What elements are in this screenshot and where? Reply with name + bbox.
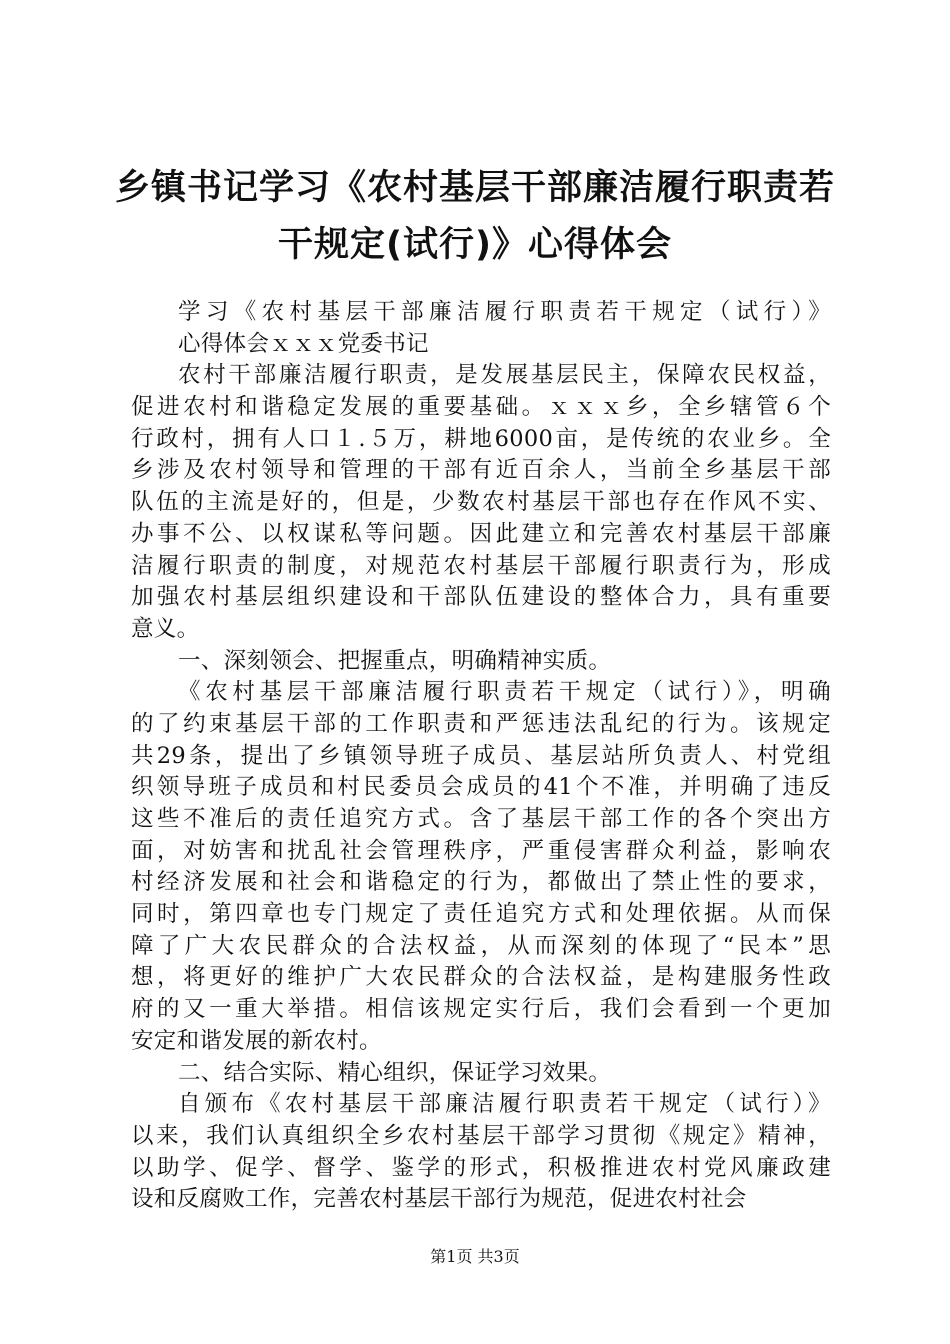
text-line: 以来，我们认真组织全乡农村基层干部学习贯彻《规定》精神，: [131, 1122, 831, 1149]
text-line: 队伍的主流是好的，但是，少数农村基层干部也存在作风不实、: [131, 489, 831, 516]
text-line: 《农村基层干部廉洁履行职责若干规定（试行）》，明确: [178, 679, 831, 706]
text-line: 这些不准后的责任追究方式。含了基层干部工作的各个突出方: [131, 806, 831, 832]
text-line: 行政村，拥有人口１.５万，耕地6000亩，是传统的农业乡。全: [131, 425, 831, 452]
text-line: 的了约束基层干部的工作职责和严惩违法乱纪的行为。该规定: [131, 710, 831, 737]
paragraph: [131, 1058, 831, 1090]
page-footer: 第1页 共3页: [430, 1247, 520, 1266]
text-line: 办事不公、以权谋私等问题。因此建立和完善农村基层干部廉: [131, 520, 831, 547]
text-line: 村经济发展和社会和谐稳定的行为，都做出了禁止性的要求，: [131, 869, 831, 896]
text-line: 洁履行职责的制度，对规范农村基层干部履行职责行为，形成: [131, 552, 831, 579]
text-line: 乡涉及农村领导和管理的干部有近百余人，当前全乡基层干部: [131, 457, 831, 484]
text-line: 障了广大农民群众的合法权益，从而深刻的体现了“民本”思: [131, 932, 831, 959]
paragraph: [131, 1089, 831, 1216]
title-line-1: 乡镇书记学习《农村基层干部廉洁履行职责若: [114, 168, 835, 208]
text-line: 一、深刻领会、把握重点，明确精神实质。: [178, 647, 612, 674]
paragraph: [131, 360, 831, 645]
text-line: 学习《农村基层干部廉洁履行职责若干规定（试行）》: [178, 299, 831, 325]
paragraph: [131, 646, 831, 678]
text-line: 二、结合实际、精心组织，保证学习效果。: [178, 1059, 612, 1086]
text-line: 想，将更好的维护广大农民群众的合法权益，是构建服务性政: [131, 964, 831, 991]
text-line: 加强农村基层组织建设和干部队伍建设的整体合力，具有重要: [131, 584, 831, 611]
text-line: 促进农村和谐稳定发展的重要基础。ｘｘｘ乡，全乡辖管６个: [131, 394, 831, 421]
text-line: 农村干部廉洁履行职责，是发展基层民主，保障农民权益，: [178, 362, 831, 389]
text-line: 自颁布《农村基层干部廉洁履行职责若干规定（试行）》: [178, 1091, 831, 1118]
text-line: 心得体会ｘｘｘ党委书记: [178, 330, 429, 357]
paragraph: [131, 297, 831, 360]
document-body: [131, 297, 831, 1216]
text-line: 府的又一重大举措。相信该规定实行后，我们会看到一个更加: [131, 996, 831, 1023]
text-line: 织领导班子成员和村民委员会成员的41个不准，并明确了违反: [131, 774, 831, 801]
text-line: 同时，第四章也专门规定了责任追究方式和处理依据。从而保: [131, 901, 831, 928]
text-line: 安定和谐发展的新农村。: [131, 1027, 382, 1054]
text-line: 共29条，提出了乡镇领导班子成员、基层站所负责人、村党组: [131, 742, 831, 769]
text-line: 设和反腐败工作，完善农村基层干部行为规范，促进农村社会: [131, 1186, 747, 1213]
text-line: 意义。: [131, 615, 200, 642]
title-line-2: 干规定(试行)》心得体会: [278, 225, 672, 265]
document-title: [100, 160, 850, 274]
text-line: 以助学、促学、督学、鉴学的形式，积极推进农村党风廉政建: [131, 1154, 831, 1181]
paragraph: [131, 677, 831, 1057]
text-line: 面，对妨害和扰乱社会管理秩序，严重侵害群众利益，影响农: [131, 837, 831, 864]
